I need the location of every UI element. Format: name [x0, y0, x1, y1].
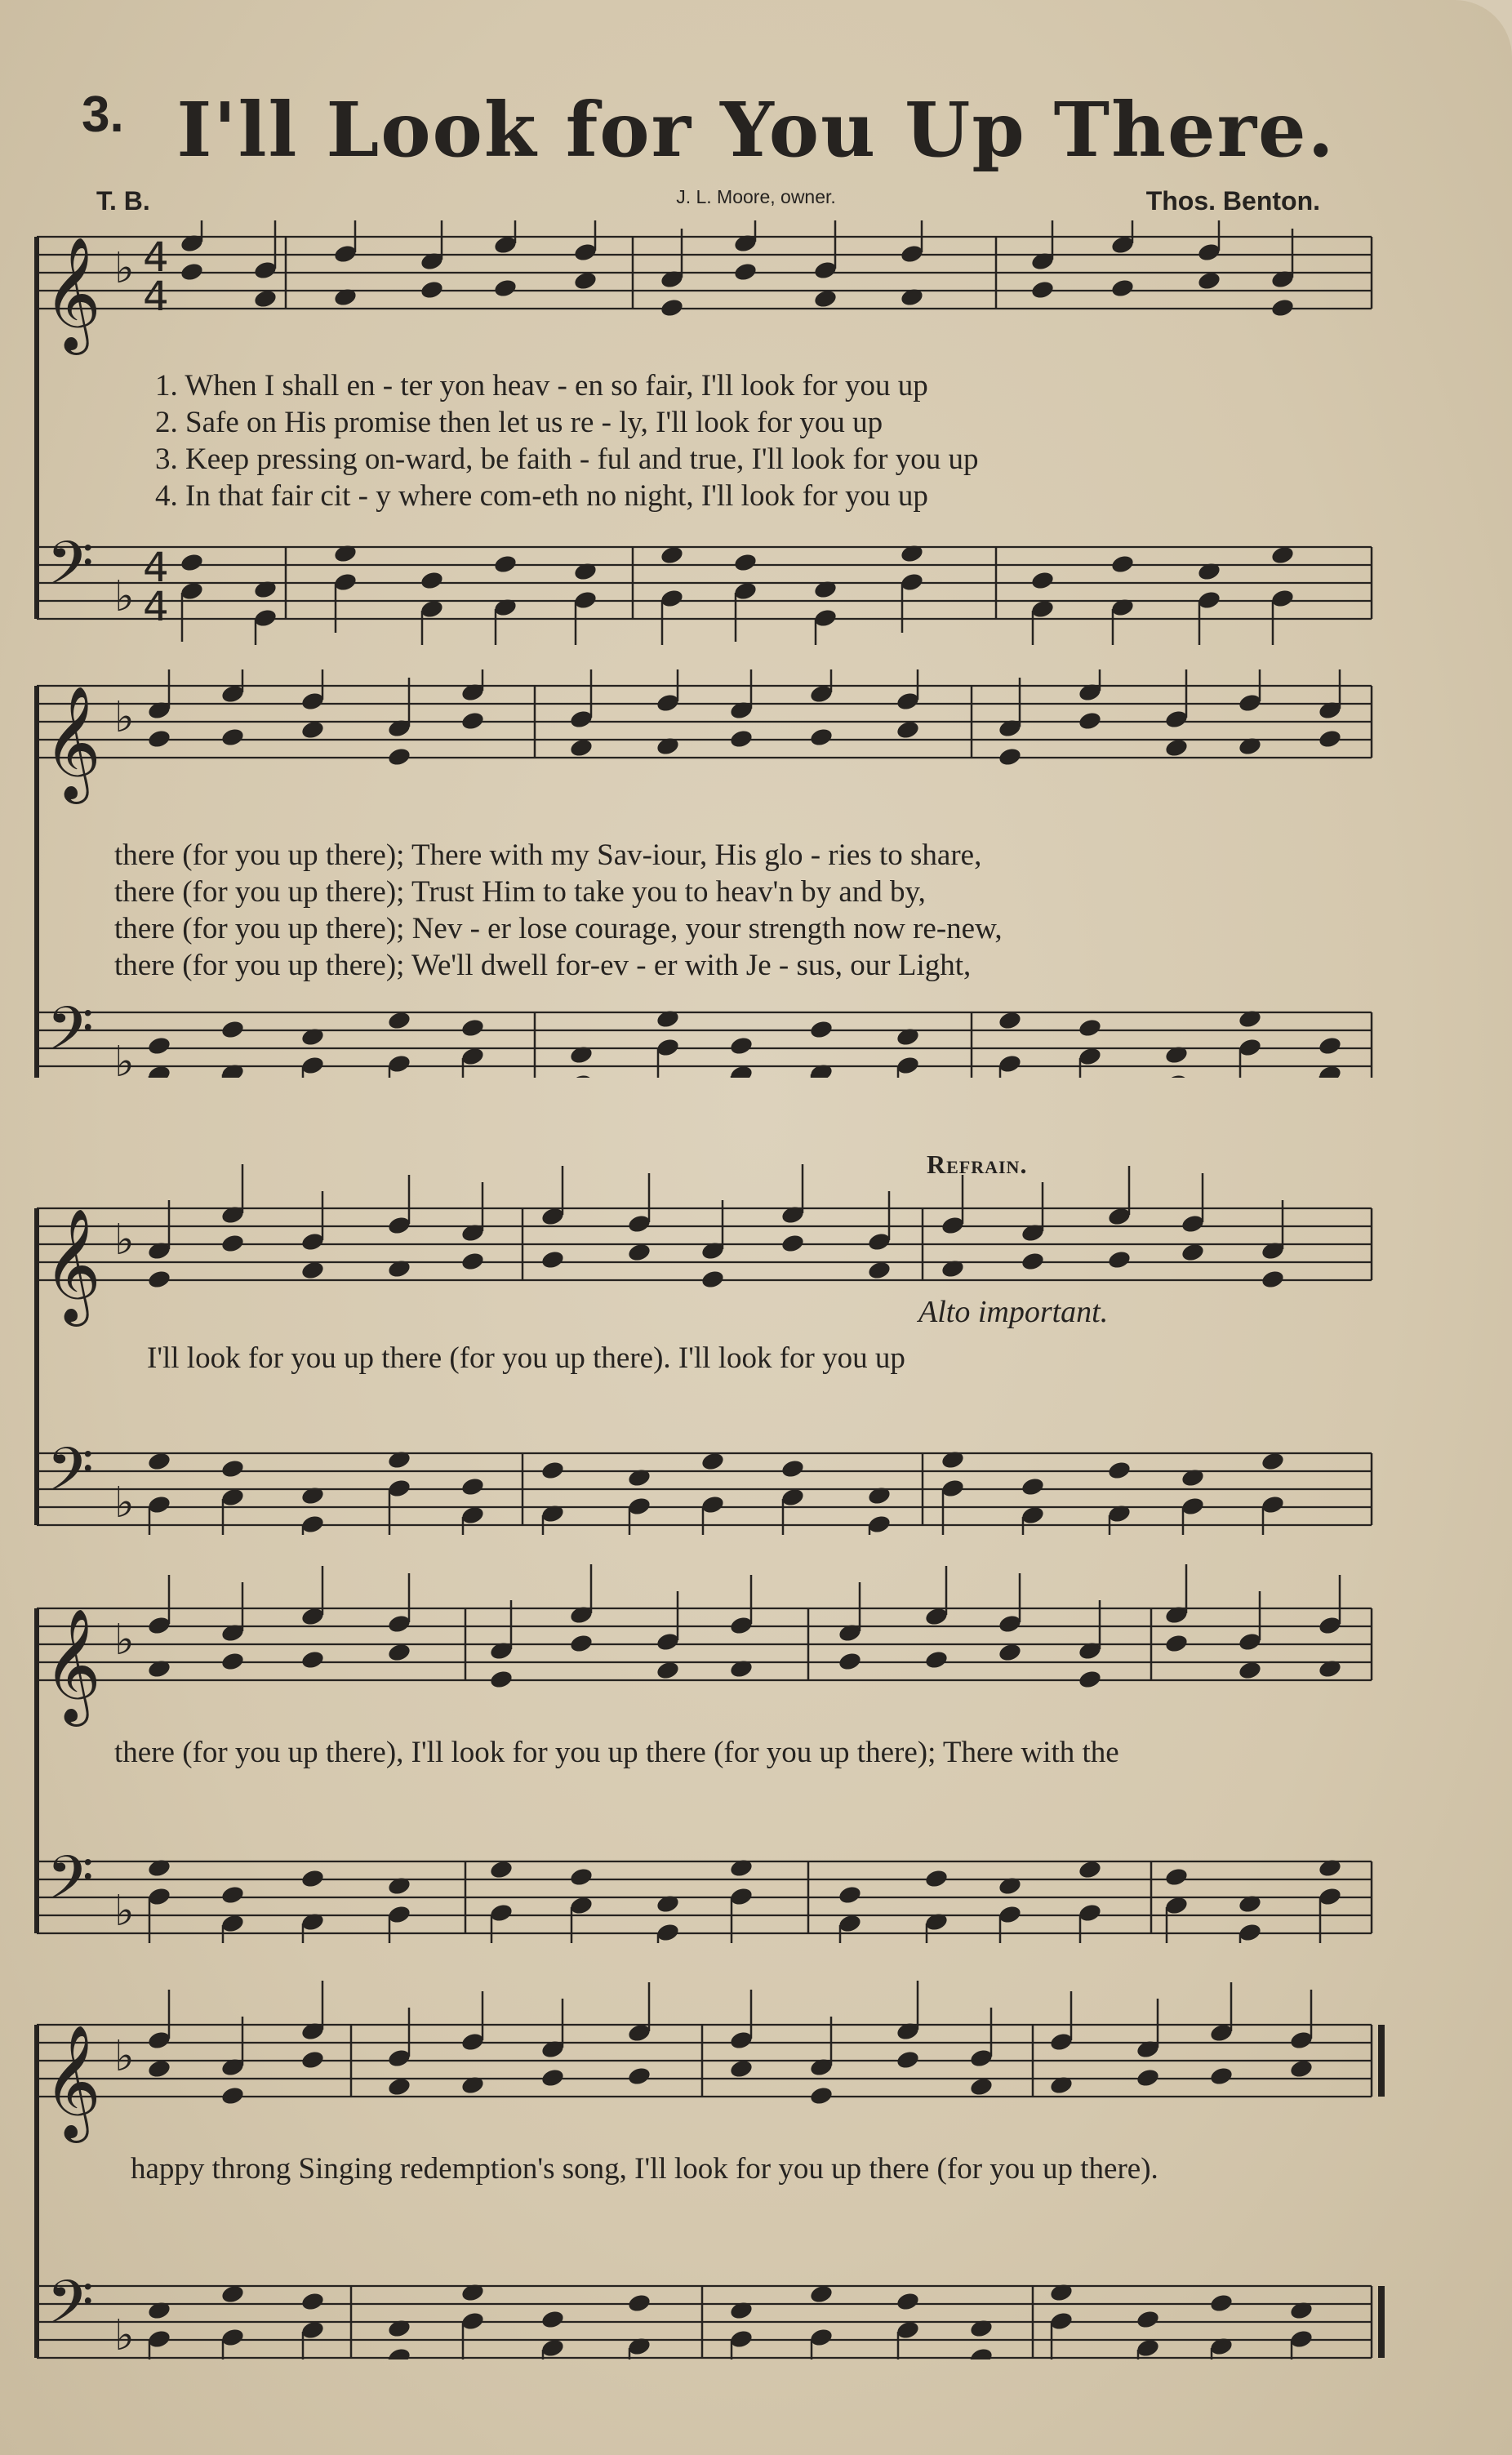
note-head — [838, 1651, 863, 1672]
key-signature-flat-icon: ♭ — [114, 1216, 135, 1265]
note-head — [220, 1233, 246, 1254]
time-signature-bottom: 4 — [143, 273, 169, 320]
system-3-staves — [33, 1143, 1388, 1535]
note-head — [627, 2293, 652, 2314]
note-head — [1238, 1631, 1263, 1652]
note-head — [300, 1649, 326, 1670]
note-head — [1030, 570, 1056, 591]
note-head — [729, 1615, 754, 1636]
note-head — [387, 2346, 412, 2359]
note-head — [460, 2031, 486, 2053]
note-head — [220, 1651, 246, 1672]
note-head — [573, 589, 598, 611]
note-head — [729, 2030, 754, 2051]
note-head — [998, 1904, 1023, 1925]
note-head — [809, 2085, 834, 2106]
music-system-4 — [33, 1551, 1388, 1943]
note-head — [780, 1458, 806, 1479]
owner-credit: J. L. Moore, owner. — [676, 186, 836, 207]
verse-3-line-a: 3. Keep pressing on-ward, be faith - ful and true, I'll look for you up — [155, 443, 979, 476]
note-head — [1107, 1249, 1132, 1270]
verses-part-1 — [155, 367, 1412, 514]
note-head — [660, 588, 685, 609]
note-head — [147, 1035, 172, 1056]
note-head — [1164, 1073, 1190, 1078]
note-head — [656, 692, 681, 714]
note-head — [489, 1902, 514, 1924]
music-system-1 — [33, 220, 1388, 645]
note-head — [1021, 1251, 1046, 1272]
verse-2-line-a: 2. Safe on His promise then let us re - ly, I'll look for you up — [155, 406, 883, 439]
note-head — [1107, 1460, 1132, 1481]
note-head — [1110, 554, 1136, 575]
note-head — [253, 607, 278, 629]
alto-note: Alto important. — [918, 1295, 1109, 1329]
note-head — [147, 1494, 172, 1515]
treble-clef-icon: 𝄞 — [43, 1208, 101, 1322]
system-4-lyric: there (for you up there), I'll look for you up there (for you up there); There with the — [114, 1736, 1119, 1769]
key-signature-flat-icon: ♭ — [114, 1038, 135, 1078]
note-head — [569, 1073, 594, 1078]
note-head — [1209, 2066, 1234, 2087]
note-head — [540, 1249, 566, 1270]
note-head — [867, 1231, 892, 1252]
note-head — [220, 1019, 246, 1040]
note-head — [969, 2346, 994, 2359]
treble-clef-icon: 𝄞 — [43, 2025, 101, 2138]
note-head — [147, 2328, 172, 2350]
music-system-2 — [33, 669, 1388, 1078]
note-head — [1049, 2031, 1074, 2053]
note-head — [896, 1055, 921, 1076]
note-head — [1318, 1886, 1343, 1907]
note-head — [1110, 278, 1136, 299]
bass-clef-icon: 𝄢 — [47, 1434, 94, 1520]
note-head — [540, 2309, 566, 2330]
note-head — [569, 709, 594, 730]
note-head — [969, 2048, 994, 2069]
note-head — [627, 1213, 652, 1234]
hymn-number: 3. — [82, 87, 124, 143]
note-head — [147, 2030, 172, 2051]
note-head — [809, 2327, 834, 2348]
verse-4-line-a: 4. In that fair cit - y where com-eth no night, I'll look for you up — [155, 479, 928, 513]
note-head — [809, 1019, 834, 1040]
key-signature-flat-icon: ♭ — [114, 1616, 135, 1665]
note-head — [220, 1062, 246, 1078]
note-head — [1270, 297, 1296, 318]
verse-2-line-b: there (for you up there); Trust Him to take you to heav'n by and by, — [114, 875, 926, 909]
note-head — [569, 1866, 594, 1888]
system-5-lyric: happy throng Singing redemption's song, I'll look for you up there (for you up there). — [131, 2152, 1158, 2186]
note-head — [147, 728, 172, 749]
verse-3-line-b: there (for you up there); Nev - er lose courage, your strength now re-new, — [114, 912, 1003, 945]
note-head — [1164, 1633, 1190, 1654]
treble-clef-icon: 𝄞 — [43, 686, 101, 799]
system-3-lyric: I'll look for you up there (for you up there). I'll look for you up — [147, 1341, 905, 1375]
note-head — [1136, 2309, 1161, 2330]
note-head — [729, 1035, 754, 1056]
bass-clef-icon: 𝄢 — [47, 528, 94, 614]
note-head — [333, 571, 358, 593]
note-head — [900, 243, 925, 265]
key-signature-flat-icon: ♭ — [114, 572, 135, 621]
key-signature-flat-icon: ♭ — [114, 2311, 135, 2359]
composer-credit: Thos. Benton. — [1145, 186, 1320, 216]
key-signature-flat-icon: ♭ — [114, 1479, 135, 1528]
time-signature-top: 4 — [143, 544, 169, 591]
bass-clef-icon: 𝄢 — [47, 994, 94, 1078]
note-head — [1318, 1035, 1343, 1056]
note-head — [941, 1478, 966, 1499]
note-head — [896, 691, 921, 712]
note-head — [300, 1514, 326, 1535]
note-head — [1164, 709, 1190, 730]
time-signature-bottom: 4 — [143, 583, 169, 630]
bass-clef-icon: 𝄢 — [47, 2267, 94, 2353]
note-head — [540, 1460, 566, 1481]
note-head — [387, 1904, 412, 1925]
note-head — [300, 2049, 326, 2070]
note-head — [1209, 2293, 1234, 2314]
verse-1-line-b: there (for you up there); There with my Sav-iour, His glo - ries to share, — [114, 838, 982, 872]
note-head — [460, 1251, 486, 1272]
note-head — [998, 746, 1023, 767]
note-head — [660, 297, 685, 318]
bass-clef-icon: 𝄢 — [47, 1843, 94, 1928]
note-head — [656, 1922, 681, 1943]
note-head — [1238, 1037, 1263, 1058]
note-head — [300, 691, 326, 712]
note-head — [1078, 1902, 1103, 1924]
note-head — [220, 727, 246, 748]
note-head — [733, 552, 758, 573]
note-head — [998, 1613, 1023, 1634]
treble-clef-icon: 𝄞 — [43, 1608, 101, 1722]
note-head — [1238, 692, 1263, 714]
music-system-5 — [33, 1968, 1388, 2359]
note-head — [813, 607, 838, 629]
note-head — [300, 1055, 326, 1076]
note-head — [1261, 1494, 1286, 1515]
verses-part-2 — [114, 837, 1372, 984]
note-head — [220, 1884, 246, 1906]
hymn-title: I'll Look for You Up There. — [176, 86, 1336, 174]
note-head — [387, 2048, 412, 2069]
note-head — [1049, 2310, 1074, 2332]
note-head — [180, 552, 205, 573]
note-head — [460, 2310, 486, 2332]
note-head — [627, 2066, 652, 2087]
note-head — [387, 1478, 412, 1499]
note-head — [387, 1215, 412, 1236]
note-head — [780, 1233, 806, 1254]
note-head — [220, 2085, 246, 2106]
key-signature-flat-icon: ♭ — [114, 244, 135, 293]
note-head — [387, 1613, 412, 1634]
note-head — [220, 2327, 246, 2348]
note-head — [813, 260, 838, 281]
note-head — [867, 1514, 892, 1535]
note-head — [700, 1269, 726, 1290]
note-head — [1197, 242, 1222, 263]
note-head — [147, 1269, 172, 1290]
note-head — [333, 243, 358, 265]
note-head — [460, 1017, 486, 1038]
note-head — [1318, 1615, 1343, 1636]
note-head — [1289, 2328, 1314, 2350]
music-system-3 — [33, 1143, 1388, 1535]
note-head — [540, 2067, 566, 2088]
note-head — [220, 1458, 246, 1479]
note-head — [387, 1053, 412, 1074]
note-head — [1078, 1669, 1103, 1690]
note-head — [573, 242, 598, 263]
note-head — [656, 1037, 681, 1058]
note-head — [420, 570, 445, 591]
note-head — [253, 260, 278, 281]
note-head — [900, 571, 925, 593]
note-head — [1030, 279, 1056, 300]
note-head — [941, 1215, 966, 1236]
note-head — [1136, 2067, 1161, 2088]
note-head — [300, 1231, 326, 1252]
note-head — [809, 727, 834, 748]
note-head — [1181, 1496, 1206, 1517]
verse-4-line-b: there (for you up there); We'll dwell for-ev - er with Je - sus, our Light, — [114, 949, 972, 982]
note-head — [1261, 1269, 1286, 1290]
note-head — [998, 1053, 1023, 1074]
note-head — [460, 1476, 486, 1497]
note-head — [493, 278, 518, 299]
treble-clef-icon: 𝄞 — [43, 237, 101, 350]
note-head — [1238, 1922, 1263, 1943]
lyricist-credit: T. B. — [96, 186, 150, 216]
note-head — [627, 1496, 652, 1517]
note-head — [300, 2291, 326, 2312]
key-signature-flat-icon: ♭ — [114, 1887, 135, 1936]
note-head — [924, 1868, 949, 1889]
note-head — [1181, 1213, 1206, 1234]
note-head — [838, 1884, 863, 1906]
verse-1-line-a: 1. When I shall en - ter yon heav - en so fair, I'll look for you up — [155, 369, 928, 402]
note-head — [460, 710, 486, 732]
note-head — [1078, 1017, 1103, 1038]
note-head — [729, 1886, 754, 1907]
note-head — [180, 261, 205, 282]
note-head — [1318, 728, 1343, 749]
note-head — [493, 554, 518, 575]
note-head — [729, 2328, 754, 2350]
note-head — [1078, 710, 1103, 732]
note-head — [147, 1886, 172, 1907]
note-head — [387, 746, 412, 767]
note-head — [1197, 589, 1222, 611]
note-head — [1164, 1866, 1190, 1888]
note-head — [147, 1615, 172, 1636]
note-head — [700, 1494, 726, 1515]
note-head — [1021, 1476, 1046, 1497]
note-head — [733, 261, 758, 282]
note-head — [420, 279, 445, 300]
note-head — [656, 1631, 681, 1652]
note-head — [896, 2049, 921, 2070]
key-signature-flat-icon: ♭ — [114, 2032, 135, 2081]
note-head — [729, 728, 754, 749]
note-head — [809, 1062, 834, 1078]
note-head — [569, 1633, 594, 1654]
time-signature-top: 4 — [143, 233, 169, 281]
note-head — [489, 1669, 514, 1690]
refrain-label: Refrain. — [927, 1150, 1028, 1179]
note-head — [896, 2291, 921, 2312]
note-head — [1289, 2030, 1314, 2051]
note-head — [924, 1649, 949, 1670]
key-signature-flat-icon: ♭ — [114, 693, 135, 742]
note-head — [300, 1868, 326, 1889]
note-head — [1270, 588, 1296, 609]
